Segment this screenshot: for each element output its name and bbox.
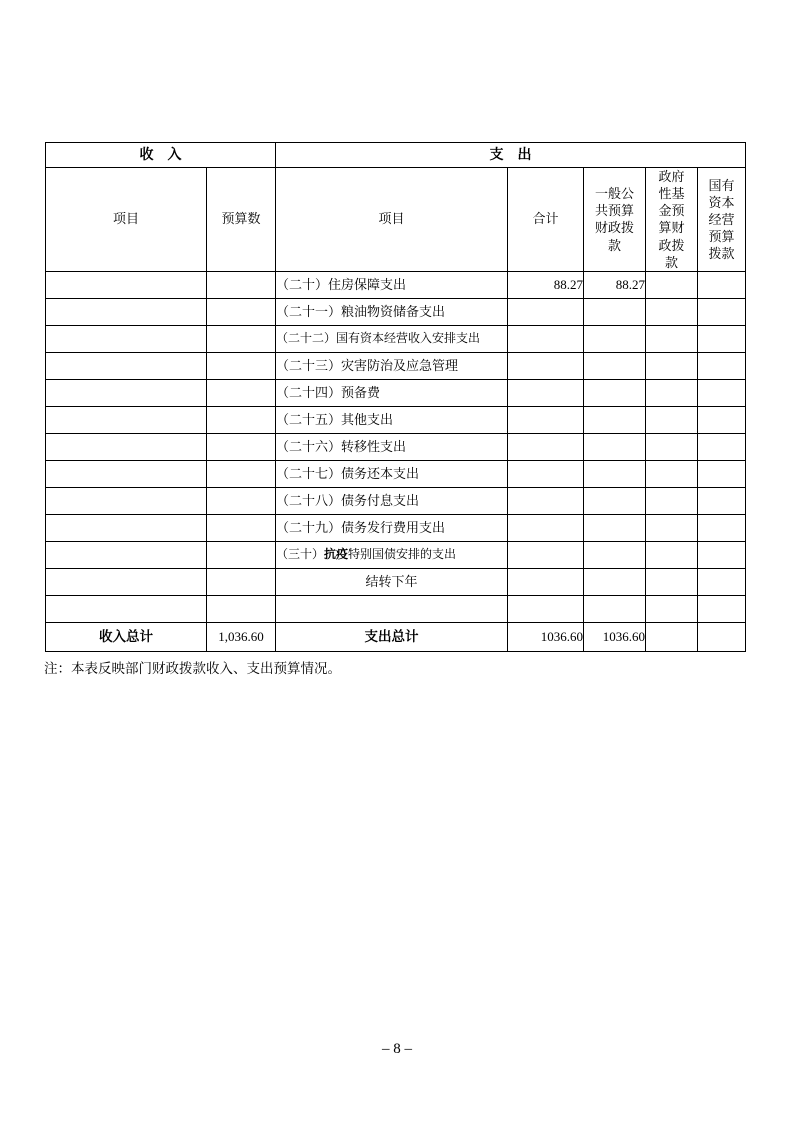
income-budget-cell	[207, 352, 276, 379]
state-capital-cell	[698, 541, 746, 568]
table-row	[46, 406, 746, 433]
budget-table	[45, 142, 746, 652]
total-cell	[508, 433, 584, 460]
income-budget-cell	[207, 460, 276, 487]
income-item-cell	[46, 433, 207, 460]
income-item-cell	[46, 325, 207, 352]
col-header-total: 合计	[508, 168, 584, 272]
col-header-state-capital-label: 国有资本经营预算拨款	[708, 177, 735, 262]
total-cell	[508, 460, 584, 487]
exp-item-cell: （二十七）债务还本支出	[276, 460, 508, 487]
income-budget-cell	[207, 271, 276, 298]
gov-fund-cell	[646, 325, 698, 352]
income-budget-cell	[207, 541, 276, 568]
col-header-general-public	[584, 168, 646, 272]
gov-fund-cell	[646, 568, 698, 595]
state-capital-cell	[698, 460, 746, 487]
state-capital-cell	[698, 433, 746, 460]
gov-fund-cell	[646, 406, 698, 433]
exp-item-cell: （二十八）债务付息支出	[276, 487, 508, 514]
exp-item-cell: （二十九）债务发行费用支出	[276, 514, 508, 541]
income-budget-cell	[207, 568, 276, 595]
gov-fund-cell	[646, 271, 698, 298]
exp-item-cell: （二十六）转移性支出	[276, 433, 508, 460]
state-capital-cell	[698, 298, 746, 325]
exp-item-cell: 结转下年	[276, 568, 508, 595]
col-header-gov-fund-label: 政府性基金预算财政拨款	[658, 169, 685, 270]
state-capital-cell	[698, 325, 746, 352]
exp-item-emphasis: 抗疫	[324, 547, 349, 562]
general-public-cell	[584, 298, 646, 325]
general-public-total-value: 1036.60	[584, 622, 646, 651]
income-budget-cell	[207, 379, 276, 406]
table-row	[46, 271, 746, 298]
general-public-cell	[584, 541, 646, 568]
exp-item-cell: （二十）住房保障支出	[276, 271, 508, 298]
exp-item-cell: （二十五）其他支出	[276, 406, 508, 433]
col-header-state-capital	[698, 168, 746, 272]
total-cell	[508, 514, 584, 541]
state-capital-cell	[698, 406, 746, 433]
col-header-general-public-label: 一般公共预算财政拨款	[594, 186, 634, 253]
table-row	[46, 487, 746, 514]
total-cell	[508, 568, 584, 595]
gov-fund-cell	[646, 433, 698, 460]
col-header-gov-fund	[646, 168, 698, 272]
general-public-cell	[584, 514, 646, 541]
general-public-cell	[584, 325, 646, 352]
income-budget-cell	[207, 514, 276, 541]
income-item-cell	[46, 541, 207, 568]
income-item-cell	[46, 271, 207, 298]
table-row	[46, 541, 746, 568]
table-row	[46, 460, 746, 487]
income-total-value: 1,036.60	[207, 622, 276, 651]
total-cell	[508, 298, 584, 325]
table-row	[46, 325, 746, 352]
income-total-label: 收入总计	[46, 622, 207, 651]
table-row	[46, 595, 746, 622]
income-item-cell	[46, 568, 207, 595]
table-row	[46, 379, 746, 406]
exp-item-cell: （二十二）国有资本经营收入安排支出	[276, 325, 508, 352]
income-section-header: 收 入	[46, 143, 276, 168]
table-row	[46, 568, 746, 595]
total-cell	[508, 352, 584, 379]
gov-fund-cell	[646, 514, 698, 541]
exp-item-cell: （二十四）预备费	[276, 379, 508, 406]
income-budget-cell	[207, 487, 276, 514]
expenditure-section-header: 支 出	[276, 143, 746, 168]
general-public-cell	[584, 595, 646, 622]
income-budget-cell	[207, 595, 276, 622]
col-header-income-budget: 预算数	[207, 168, 276, 272]
section-header-row	[46, 143, 746, 168]
table-row	[46, 433, 746, 460]
total-cell	[508, 379, 584, 406]
total-cell	[508, 487, 584, 514]
gov-fund-cell	[646, 352, 698, 379]
general-public-cell: 88.27	[584, 271, 646, 298]
total-cell	[508, 325, 584, 352]
gov-fund-cell	[646, 595, 698, 622]
income-budget-cell	[207, 433, 276, 460]
gov-fund-cell	[646, 541, 698, 568]
exp-item-prefix: （三十）	[276, 547, 325, 562]
expenditure-total-value: 1036.60	[508, 622, 584, 651]
total-cell	[508, 541, 584, 568]
total-cell	[508, 406, 584, 433]
general-public-cell	[584, 352, 646, 379]
exp-item-rest: 特别国债安排的支出	[348, 547, 457, 562]
page-number: – 8 –	[382, 1041, 412, 1057]
state-capital-cell	[698, 352, 746, 379]
table-row	[46, 298, 746, 325]
exp-item-cell: （二十三）灾害防治及应急管理	[276, 352, 508, 379]
general-public-cell	[584, 379, 646, 406]
general-public-cell	[584, 487, 646, 514]
income-budget-cell	[207, 298, 276, 325]
exp-item-cell	[276, 541, 508, 568]
general-public-cell	[584, 568, 646, 595]
general-public-cell	[584, 406, 646, 433]
total-cell: 88.27	[508, 271, 584, 298]
col-header-income-item: 项目	[46, 168, 207, 272]
general-public-cell	[584, 433, 646, 460]
table-row	[46, 352, 746, 379]
table-row	[46, 514, 746, 541]
state-capital-cell	[698, 379, 746, 406]
exp-item-cell: （二十一）粮油物资储备支出	[276, 298, 508, 325]
gov-fund-cell	[646, 487, 698, 514]
col-header-exp-item: 项目	[276, 168, 508, 272]
income-budget-cell	[207, 325, 276, 352]
income-item-cell	[46, 487, 207, 514]
gov-fund-cell	[646, 379, 698, 406]
exp-item-cell	[276, 595, 508, 622]
total-cell	[508, 595, 584, 622]
table-footnote: 注：本表反映部门财政拨款收入、支出预算情况。	[44, 661, 341, 676]
income-item-cell	[46, 460, 207, 487]
state-capital-cell	[698, 514, 746, 541]
income-item-cell	[46, 406, 207, 433]
totals-row	[46, 622, 746, 651]
income-item-cell	[46, 352, 207, 379]
state-capital-cell	[698, 595, 746, 622]
income-item-cell	[46, 379, 207, 406]
gov-fund-total-value	[646, 622, 698, 651]
column-header-row	[46, 168, 746, 272]
state-capital-cell	[698, 487, 746, 514]
income-item-cell	[46, 298, 207, 325]
gov-fund-cell	[646, 298, 698, 325]
state-capital-cell	[698, 568, 746, 595]
income-item-cell	[46, 595, 207, 622]
state-capital-cell	[698, 271, 746, 298]
expenditure-total-label: 支出总计	[276, 622, 508, 651]
general-public-cell	[584, 460, 646, 487]
income-item-cell	[46, 514, 207, 541]
state-capital-total-value	[698, 622, 746, 651]
gov-fund-cell	[646, 460, 698, 487]
income-budget-cell	[207, 406, 276, 433]
